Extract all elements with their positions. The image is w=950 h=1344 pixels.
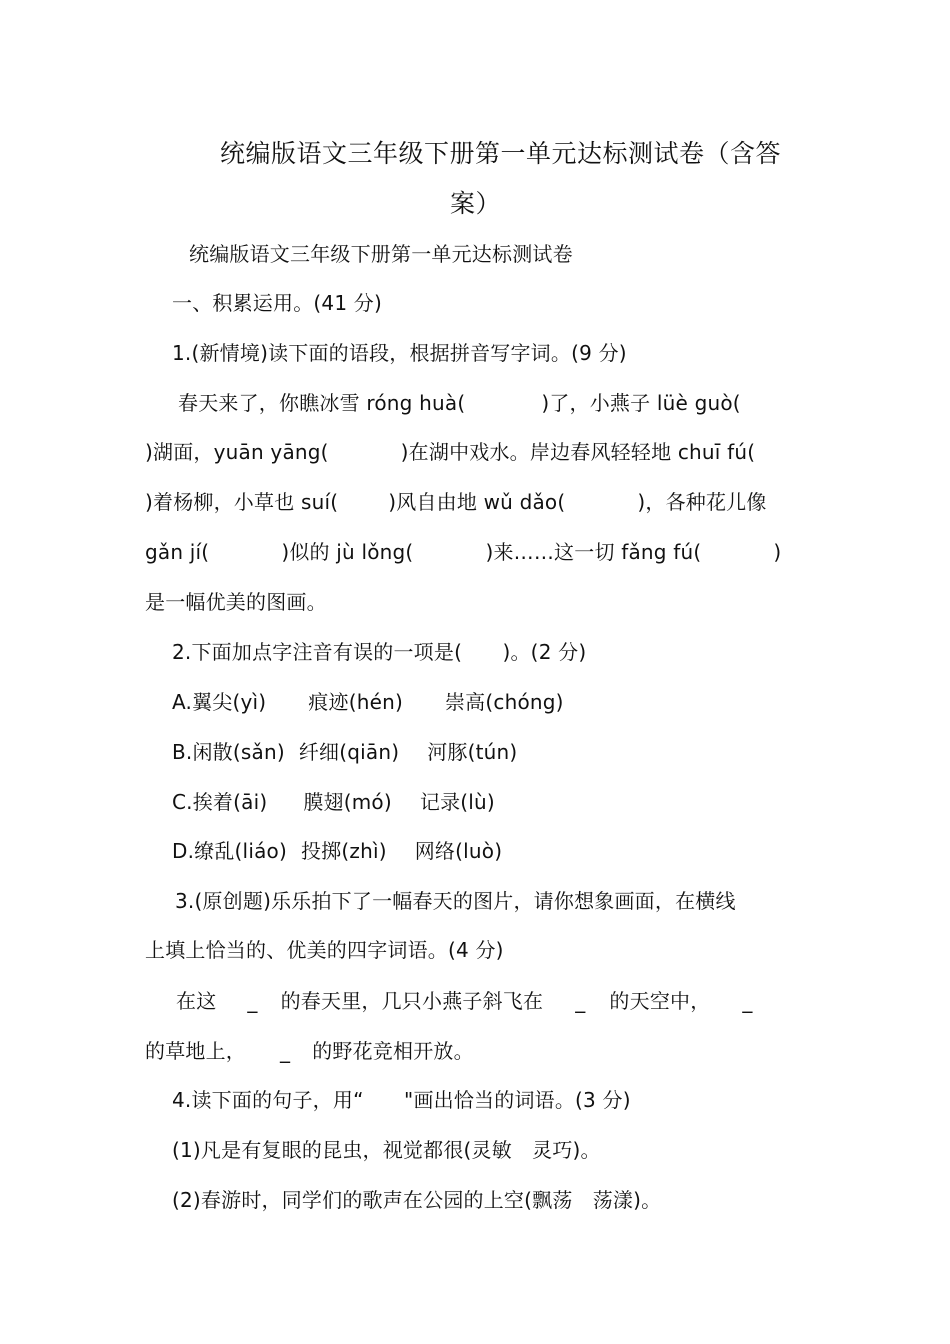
q1-text: )，各种花儿像 bbox=[637, 490, 767, 514]
q3-text: 的天空中， bbox=[609, 989, 711, 1013]
fill-blank[interactable]: _ bbox=[247, 989, 258, 1013]
q1-line-4 bbox=[145, 536, 781, 565]
doc-title-line2: 案） bbox=[450, 189, 502, 218]
question-1-prompt: 1.(新情境)读下面的语段，根据拼音写字词。(9 分) bbox=[172, 341, 627, 365]
option-text: 记录(lù) bbox=[419, 790, 495, 814]
q1-text: gǎn jí( bbox=[145, 540, 210, 564]
option-text: 纤细(qiān) bbox=[298, 740, 400, 764]
q2-option-b[interactable] bbox=[172, 736, 517, 765]
q1-text: )风自由地 wǔ dǎo( bbox=[388, 490, 566, 514]
option-text: B.闲散(sǎn) bbox=[172, 740, 285, 764]
q1-text: )着杨柳，小草也 suí( bbox=[145, 490, 339, 514]
question-4-prompt: 4.读下面的句子，用“ "画出恰当的词语。(3 分) bbox=[172, 1088, 631, 1112]
question-3-prompt-line2: 上填上恰当的、优美的四字词语。(4 分) bbox=[145, 938, 504, 962]
q3-fill-line-2 bbox=[145, 1035, 474, 1064]
question-2-prompt: 2.下面加点字注音有误的一项是( )。(2 分) bbox=[172, 640, 587, 664]
q1-text: )了，小燕子 lüè guò( bbox=[541, 391, 741, 415]
q1-text: )来……这一切 fǎng fú( bbox=[485, 540, 702, 564]
q4-sentence-2: (2)春游时，同学们的歌声在公园的上空(飘荡 荡漾)。 bbox=[172, 1188, 662, 1212]
q1-text: 春天来了，你瞧冰雪 róng huà( bbox=[178, 391, 466, 415]
q3-text: 的草地上， bbox=[145, 1039, 246, 1063]
q1-line-1 bbox=[178, 387, 741, 416]
doc-subtitle: 统编版语文三年级下册第一单元达标测试卷 bbox=[189, 242, 573, 266]
q1-line-3 bbox=[145, 486, 767, 515]
fill-blank[interactable]: _ bbox=[575, 989, 586, 1013]
option-text: 河豚(tún) bbox=[427, 740, 518, 764]
q3-text: 的春天里，几只小燕子斜飞在 bbox=[280, 989, 544, 1013]
q1-text: ) bbox=[773, 540, 782, 564]
fill-blank[interactable]: _ bbox=[280, 1039, 291, 1063]
q2-option-c[interactable] bbox=[172, 786, 495, 815]
option-text: C.挨着(āi) bbox=[172, 790, 268, 814]
q3-fill-line-1 bbox=[176, 985, 753, 1014]
q2-option-a[interactable] bbox=[172, 686, 564, 715]
q1-text: )似的 jù lǒng( bbox=[281, 540, 414, 564]
q3-text: 在这 bbox=[176, 989, 217, 1013]
option-text: 膜翅(mó) bbox=[303, 790, 392, 814]
option-text: 崇高(chóng) bbox=[444, 690, 564, 714]
q1-line-5: 是一幅优美的图画。 bbox=[145, 590, 327, 614]
fill-blank[interactable]: _ bbox=[742, 989, 753, 1013]
option-text: 投掷(zhì) bbox=[300, 839, 387, 863]
q1-text: )在湖中戏水。岸边春风轻轻地 chuī fú( bbox=[400, 440, 756, 464]
q4-sentence-1: (1)凡是有复眼的昆虫，视觉都很(灵敏 灵巧)。 bbox=[172, 1138, 601, 1162]
q1-line-2 bbox=[145, 436, 755, 465]
doc-title-line1: 统编版语文三年级下册第一单元达标测试卷（含答 bbox=[220, 139, 782, 168]
section-heading: 一、积累运用。(41 分) bbox=[172, 291, 383, 315]
question-3-prompt-line1: 3.(原创题)乐乐拍下了一幅春天的图片，请你想象画面，在横线 bbox=[175, 889, 736, 913]
q2-option-d[interactable] bbox=[172, 835, 502, 864]
option-text: D.缭乱(liáo) bbox=[172, 839, 287, 863]
option-text: 痕迹(hén) bbox=[308, 690, 403, 714]
q1-text: )湖面，yuān yāng( bbox=[145, 440, 329, 464]
option-text: A.翼尖(yì) bbox=[172, 690, 267, 714]
q3-text: 的野花竞相开放。 bbox=[312, 1039, 474, 1063]
option-text: 网络(luò) bbox=[414, 839, 503, 863]
